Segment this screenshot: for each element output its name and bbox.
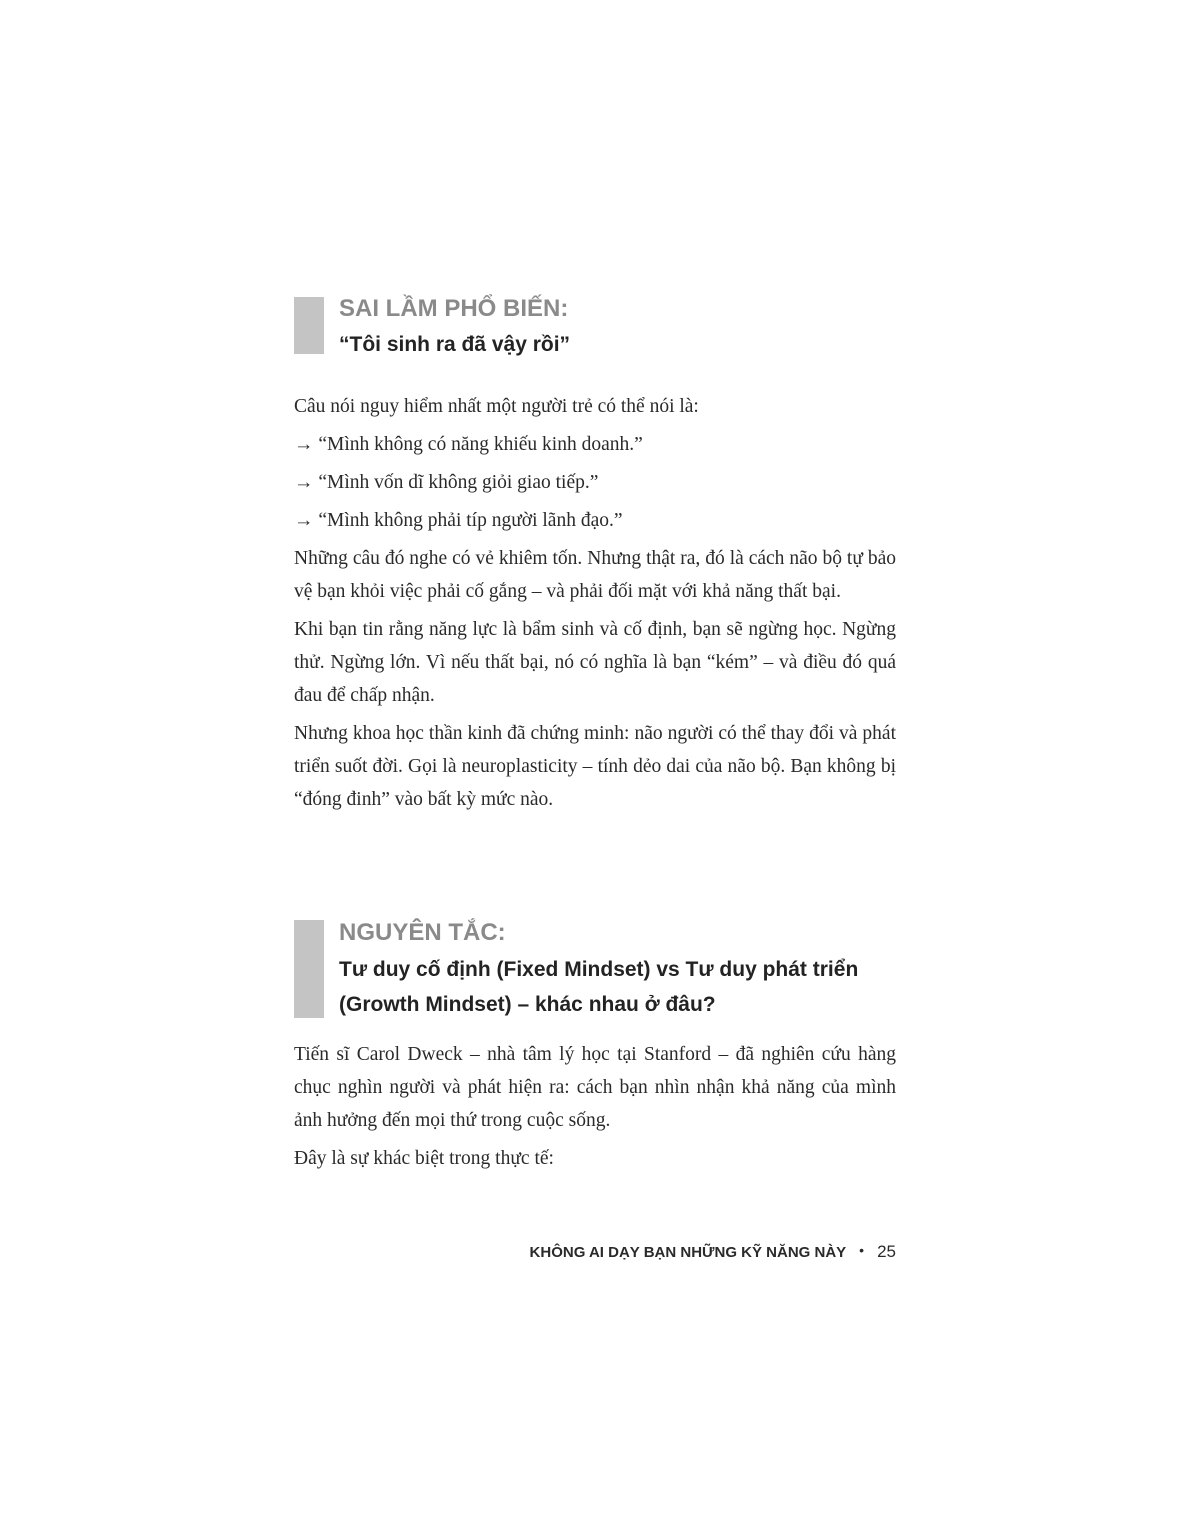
heading-title: Tư duy cố định (Fixed Mindset) vs Tư duy phát triển (Growth Mindset) – khác nhau ở đâu?: [339, 958, 859, 1016]
quote-line: → “Mình vốn dĩ không giỏi giao tiếp.”: [294, 472, 599, 493]
heading-kicker: SAI LẦM PHỔ BIẾN:: [339, 295, 569, 322]
heading-text-block: [339, 920, 896, 1022]
heading-text-block: [339, 297, 896, 362]
common-mistake-heading: [294, 297, 896, 357]
principle-heading: [294, 920, 896, 1020]
running-title: KHÔNG AI DẠY BẠN NHỮNG KỸ NĂNG NÀY: [529, 1244, 847, 1261]
paragraph: Câu nói nguy hiểm nhất một người trẻ có thể nói là:: [294, 396, 699, 417]
paragraph: Nhưng khoa học thần kinh đã chứng minh: não người có thể thay đổi và phát triển suốt đời. Gọi là neuroplasticity – tính dẻo dai của não bộ. Bạn không bị “đóng đinh” vào bất kỳ mức nào.: [294, 723, 896, 810]
section2-body: [294, 1038, 896, 1180]
heading-kicker: NGUYÊN TẮC:: [339, 919, 506, 946]
quote-line: → “Mình không có năng khiếu kinh doanh.”: [294, 434, 643, 455]
page-footer: [530, 1240, 896, 1265]
page-number: 25: [877, 1242, 896, 1261]
footer-separator: •: [859, 1242, 865, 1258]
paragraph: Khi bạn tin rằng năng lực là bẩm sinh và cố định, bạn sẽ ngừng học. Ngừng thử. Ngừng lớn. Vì nếu thất bại, nó có nghĩa là bạn “kém” – và điều đó quá đau để chấp nhận.: [294, 619, 896, 706]
paragraph: Những câu đó nghe có vẻ khiêm tốn. Nhưng thật ra, đó là cách não bộ tự bảo vệ bạn khỏi việc phải cố gắng – và phải đối mặt với khả năng thất bại.: [294, 548, 896, 602]
section1-body: [294, 390, 896, 821]
quote-line: → “Mình không phải típ người lãnh đạo.”: [294, 510, 623, 531]
heading-accent-bar: [294, 297, 324, 354]
heading-accent-bar: [294, 920, 324, 1018]
paragraph: Tiến sĩ Carol Dweck – nhà tâm lý học tại Stanford – đã nghiên cứu hàng chục nghìn người và phát hiện ra: cách bạn nhìn nhận khả năng của mình ảnh hưởng đến mọi thứ trong cuộc sống.: [294, 1044, 896, 1131]
heading-title: “Tôi sinh ra đã vậy rồi”: [339, 333, 571, 356]
paragraph: Đây là sự khác biệt trong thực tế:: [294, 1148, 554, 1169]
